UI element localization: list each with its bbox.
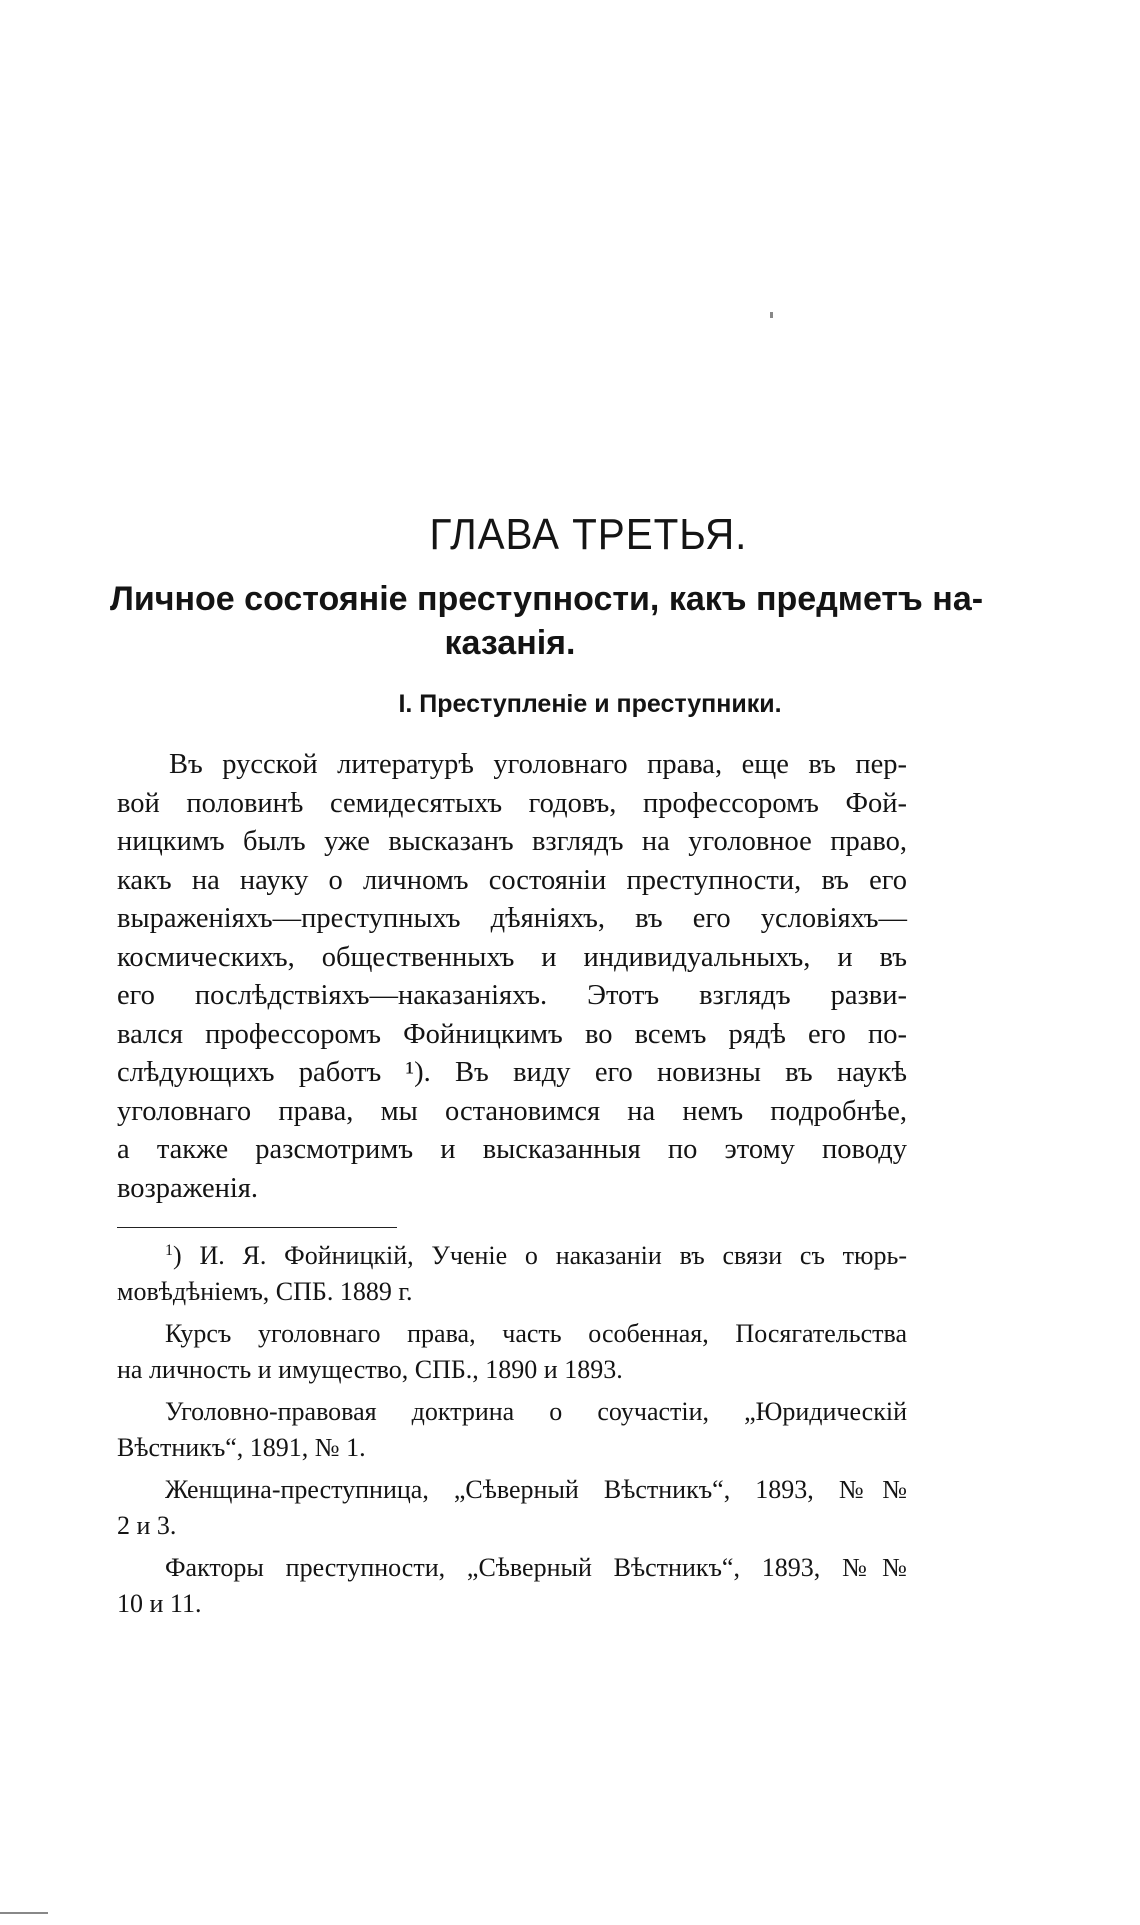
text-line: какъ на науку о личномъ состоянiи преступности, въ его (117, 864, 907, 896)
footnote-entry (117, 1316, 907, 1388)
footnote-line: на личность и имущество, СПБ., 1890 и 1893. (117, 1355, 623, 1384)
footnote-line: Уголовно-правовая доктрина о соучастiи, „Юридическiй (165, 1397, 907, 1426)
footnote-line: 10 и 11. (117, 1589, 202, 1618)
footnote-line: Факторы преступности, „Сѣверный Вѣстникъ“, 1893, №№ (165, 1553, 907, 1582)
text-line: выраженiяхъ—преступныхъ дѣянiяхъ, въ его условiяхъ— (117, 903, 907, 934)
body-paragraph (117, 746, 907, 1208)
footnote-line: Женщина-преступница, „Сѣверный Вѣстникъ“, 1893, №№ (165, 1475, 907, 1504)
text-line: вался профессоромъ Фойницкимъ во всемъ рядѣ его по- (117, 1018, 907, 1050)
footnote-entry (117, 1550, 907, 1622)
footnote-line: Курсъ уголовнаго права, часть особенная, Посягательства (165, 1319, 907, 1348)
chapter-title: ГЛАВА ТРЕТЬЯ. (429, 510, 748, 559)
text-line: а также разсмотримъ и высказанныя по этому поводу (117, 1134, 907, 1165)
chapter-subtitle-line: казанiя. (444, 624, 576, 662)
scan-speck (0, 1912, 48, 1914)
text-line: вой половинѣ семидесятыхъ годовъ, профессоромъ Фой- (117, 787, 907, 819)
footnote-entry (117, 1394, 907, 1466)
footnote-line (117, 1238, 907, 1274)
footnote-text: ) И. Я. Фойницкiй, Ученiе о наказанiи въ связи съ тюрь- (173, 1241, 907, 1270)
footnote-entry (117, 1238, 907, 1310)
text-line: ницкимъ былъ уже высказанъ взглядъ на уголовное право, (117, 826, 907, 857)
text-line: возраженiя. (117, 1172, 259, 1204)
scan-speck (770, 312, 773, 318)
text-line: уголовнаго права, мы остановимся на немъ подробнѣе, (117, 1095, 907, 1127)
footnote-divider (117, 1227, 397, 1228)
chapter-subtitle (110, 577, 984, 665)
chapter-subtitle-line: Личное состоянiе преступности, какъ предметъ на- (110, 580, 984, 618)
text-line: космическихъ, общественныхъ и индивидуальныхъ, и въ (117, 941, 907, 973)
text-line: слѣдующихъ работъ ¹). Въ виду его новизны въ наукѣ (117, 1057, 907, 1088)
text-line: его послѣдствiяхъ—наказанiяхъ. Этотъ взглядъ разви- (117, 980, 907, 1011)
footnote-line: Вѣстникъ“, 1891, № 1. (117, 1433, 366, 1462)
footnotes (117, 1238, 907, 1628)
footnote-entry (117, 1472, 907, 1544)
text-line: Въ русской литературѣ уголовнаго права, еще въ пер- (169, 749, 907, 780)
footnote-line: 2 и 3. (117, 1511, 177, 1540)
footnote-line: мовѣдѣнiемъ, СПБ. 1889 г. (117, 1277, 413, 1306)
footnote-marker: 1 (165, 1242, 173, 1259)
section-heading: I. Преступленiе и преступники. (398, 690, 782, 718)
